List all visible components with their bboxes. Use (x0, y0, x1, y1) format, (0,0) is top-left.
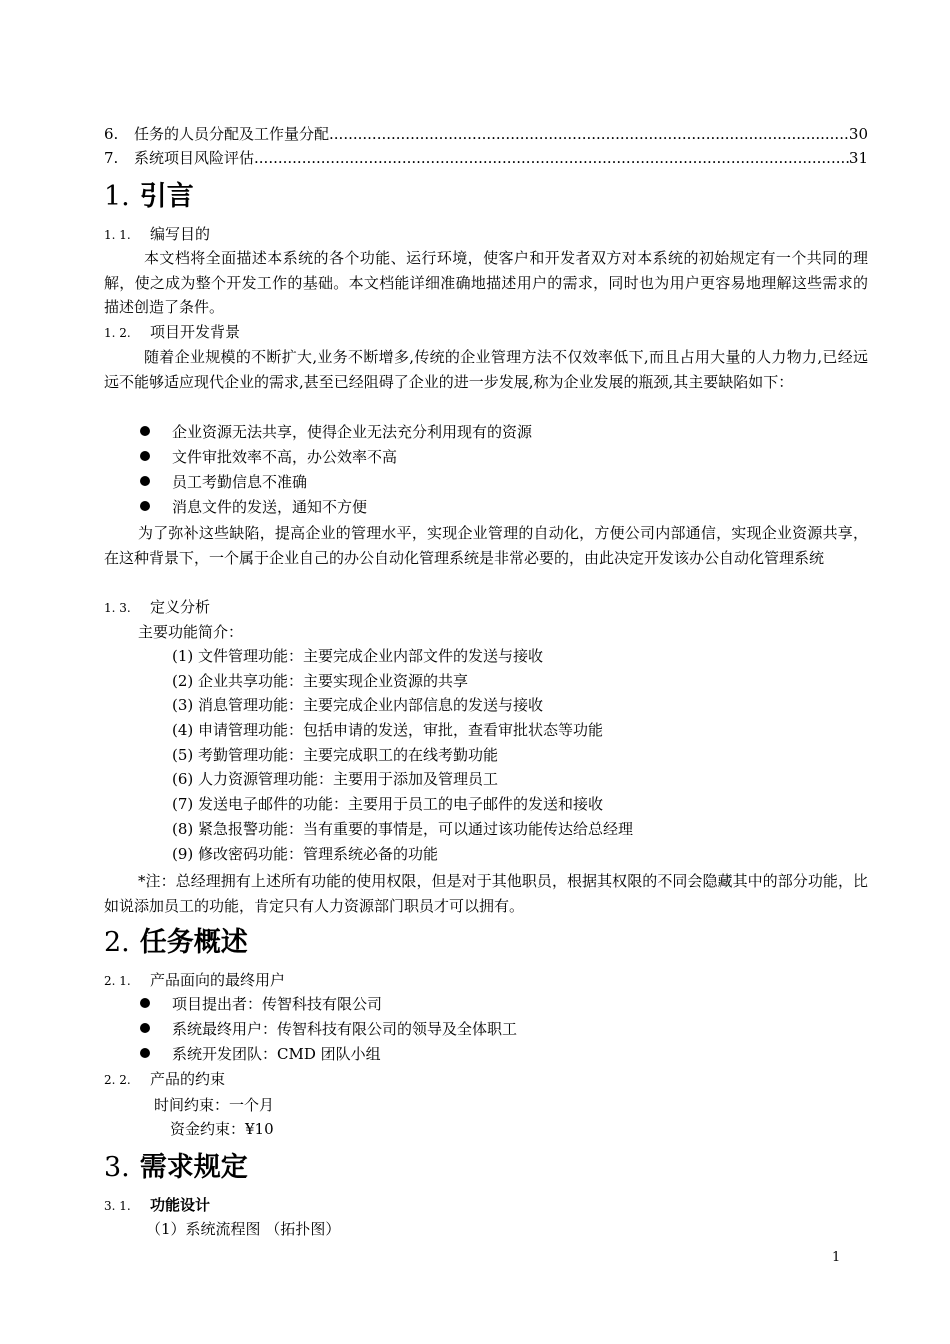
bullet-dot-icon (140, 476, 150, 486)
heading-title: 产品面向的最终用户 (150, 971, 286, 989)
heading-number: 3. (104, 1152, 130, 1183)
toc-leader (254, 148, 849, 168)
constraint-money: 资金约束：¥10 (170, 1120, 274, 1138)
bullet-dot-icon (140, 1048, 150, 1058)
paragraph: 本文档将全面描述本系统的各个功能、运行环境，使客户和开发者双方对本系统的初始规定有一个共同的理解，使之成为整个开发工作的基础。本文档能详细准确地描述用户的需求，同时也为用户更容易地理解这些需求的描述创造了条件。 (104, 249, 868, 316)
function-item: (2) 企业共享功能：主要实现企业资源的共享 (172, 672, 469, 690)
bullet-text: 系统最终用户：传智科技有限公司的领导及全体职工 (172, 1020, 518, 1038)
bullet-item (140, 497, 367, 517)
paragraph: 为了弥补这些缺陷，提高企业的管理水平，实现企业管理的自动化，方便公司内部通信，实现企业资源共享，在这种背景下，一个属于企业自己的办公自动化管理系统是非常必要的，由此决定开发该办公自动化管理系统 (104, 524, 868, 567)
toc-entry[interactable] (104, 124, 868, 144)
sub-heading: （1）系统流程图 （拓扑图） (146, 1220, 341, 1238)
bullet-dot-icon (140, 451, 150, 461)
page-number: 1 (832, 1250, 841, 1265)
bullet-text: 文件审批效率不高，办公效率不高 (172, 448, 398, 466)
heading-2 (104, 224, 210, 245)
toc-number: 7. (104, 149, 119, 167)
heading-number: 2. 1. (104, 974, 131, 988)
bullet-text: 系统开发团队：CMD 团队小组 (172, 1045, 381, 1063)
bullet-item (140, 994, 382, 1014)
bullet-dot-icon (140, 426, 150, 436)
heading-title: 任务概述 (139, 927, 248, 958)
function-item: (1) 文件管理功能：主要完成企业内部文件的发送与接收 (172, 647, 544, 665)
bullet-item (140, 472, 307, 492)
toc-title: 系统项目风险评估 (134, 149, 255, 167)
function-item: (5) 考勤管理功能：主要完成职工的在线考勤功能 (172, 746, 499, 764)
toc-entry[interactable] (104, 148, 868, 168)
heading-2 (104, 597, 210, 618)
function-item: (4) 申请管理功能：包括申请的发送，审批，查看审批状态等功能 (172, 721, 604, 739)
toc-page: 30 (848, 125, 868, 143)
paragraph: 随着企业规模的不断扩大,业务不断增多,传统的企业管理方法不仅效率低下,而且占用大量的人力物力,已经远远不能够适应现代企业的需求,甚至已经阻碍了企业的进一步发展,称为企业发展的瓶颈,其主要缺陷如下： (104, 348, 868, 391)
function-item: (7) 发送电子邮件的功能：主要用于员工的电子邮件的发送和接收 (172, 795, 604, 813)
bullet-text: 企业资源无法共享，使得企业无法充分利用现有的资源 (172, 423, 533, 441)
heading-title: 需求规定 (139, 1152, 248, 1183)
toc-number: 6. (104, 125, 119, 143)
heading-2 (104, 322, 240, 343)
bullet-text: 项目提出者：传智科技有限公司 (172, 995, 383, 1013)
function-item: (6) 人力资源管理功能：主要用于添加及管理员工 (172, 770, 499, 788)
function-item: (8) 紧急报警功能：当有重要的事情是，可以通过该功能传达给总经理 (172, 820, 634, 838)
toc-leader (329, 124, 849, 144)
function-item: (3) 消息管理功能：主要完成企业内部信息的发送与接收 (172, 696, 544, 714)
heading-number: 1. (104, 181, 130, 212)
heading-title: 项目开发背景 (150, 323, 241, 341)
heading-1 (104, 1151, 248, 1185)
bullet-item (140, 447, 397, 467)
heading-1 (104, 180, 194, 214)
note-paragraph: *注：总经理拥有上述所有功能的使用权限，但是对于其他职员，根据其权限的不同会隐藏其中的部分功能，比如说添加员工的功能，肯定只有人力资源部门职员才可以拥有。 (104, 872, 868, 915)
heading-2 (104, 970, 285, 991)
toc-page: 31 (848, 149, 868, 167)
bullet-text: 消息文件的发送，通知不方便 (172, 498, 368, 516)
heading-number: 1. 1. (104, 228, 131, 242)
bullet-item (140, 1044, 381, 1064)
heading-2 (104, 1069, 225, 1090)
heading-title: 定义分析 (150, 598, 211, 616)
heading-number: 1. 3. (104, 601, 131, 615)
heading-number: 3. 1. (104, 1199, 131, 1213)
constraint-time: 时间约束：一个月 (154, 1096, 275, 1114)
toc-title: 任务的人员分配及工作量分配 (134, 125, 330, 143)
heading-title: 产品的约束 (150, 1070, 226, 1088)
heading-number: 2. (104, 927, 130, 958)
heading-number: 2. 2. (104, 1073, 131, 1087)
heading-number: 1. 2. (104, 326, 131, 340)
bullet-item (140, 422, 532, 442)
heading-2 (104, 1195, 210, 1216)
bullet-text: 员工考勤信息不准确 (172, 473, 308, 491)
bullet-dot-icon (140, 998, 150, 1008)
bullet-item (140, 1019, 517, 1039)
heading-title: 功能设计 (150, 1196, 211, 1214)
function-item: (9) 修改密码功能：管理系统必备的功能 (172, 845, 439, 863)
function-intro: 主要功能简介： (138, 623, 244, 641)
bullet-dot-icon (140, 1023, 150, 1033)
heading-1 (104, 926, 248, 960)
heading-title: 编写目的 (150, 225, 211, 243)
heading-title: 引言 (139, 181, 194, 212)
bullet-dot-icon (140, 501, 150, 511)
